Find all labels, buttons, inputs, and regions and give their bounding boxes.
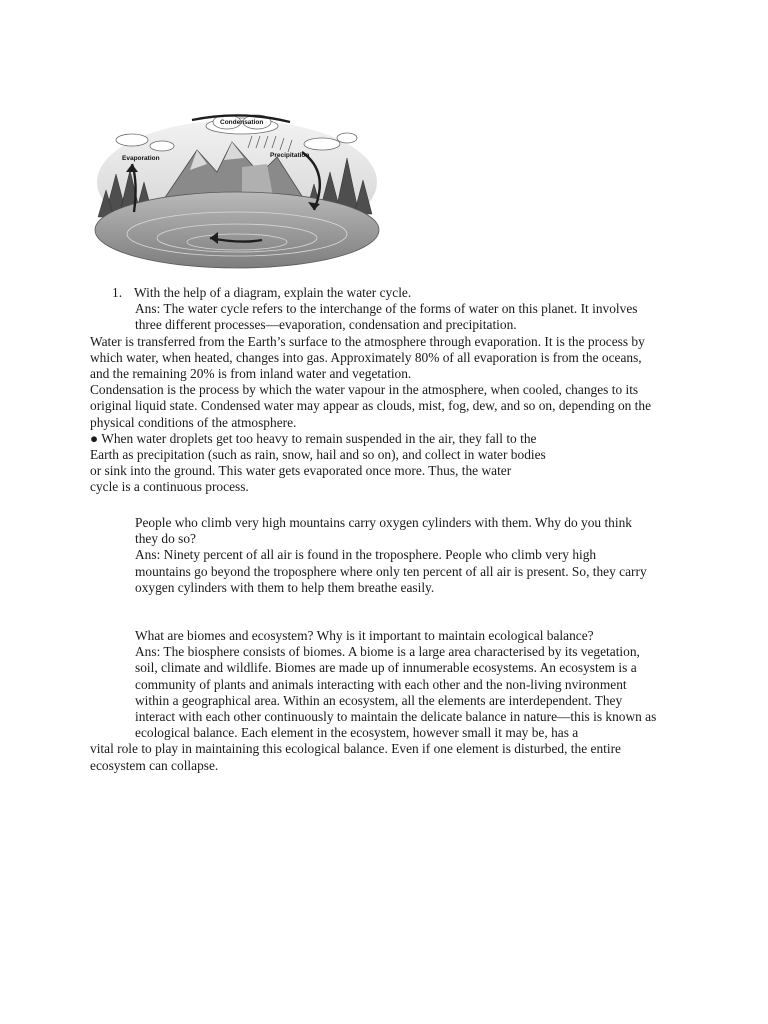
question-1-line — [90, 285, 680, 301]
body-line: and the remaining 20% is from inland water and vegetation. — [90, 366, 412, 382]
question-3-line: What are biomes and ecosystem? Why is it important to maintain ecological balance? — [135, 628, 594, 643]
answer-line: vital role to play in maintaining this ecological balance. Even if one element is disturbed, the entire — [90, 741, 621, 757]
answer-line: ecosystem can collapse. — [90, 757, 219, 773]
answer-line: within a geographical area. Within an ecosystem, all the elements are interdependent. They — [135, 692, 623, 708]
question-2-block — [90, 515, 680, 596]
water-cycle-diagram — [92, 112, 382, 270]
body-line: Condensation is the process by which the water vapour in the atmosphere, when cooled, changes to its — [90, 382, 639, 398]
answer-line: Ans: The water cycle refers to the interchange of the forms of water on this planet. It involves — [135, 301, 638, 317]
question-number: 1. — [112, 285, 123, 300]
water-cycle-illustration — [92, 112, 382, 270]
body-line: or sink into the ground. This water gets evaporated once more. Thus, the water — [90, 463, 512, 479]
answer-line: three different processes—evaporation, condensation and precipitation. — [135, 317, 517, 333]
body-line: original liquid state. Condensed water may appear as clouds, mist, fog, dew, and so on, depending on the — [90, 398, 652, 414]
diagram-label-precipitation: Precipitation — [270, 152, 310, 159]
question-2-line: they do so? — [135, 531, 196, 547]
answer-line: Ans: Ninety percent of all air is found in the troposphere. People who climb very high — [135, 547, 597, 563]
body-line: Water is transferred from the Earth’s surface to the atmosphere through evaporation. It is the process by — [90, 333, 645, 349]
body-line: which water, when heated, changes into gas. Approximately 80% of all evaporation is from the oceans, — [90, 349, 642, 365]
body-line: Earth as precipitation (such as rain, snow, hail and so on), and collect in water bodies — [90, 447, 546, 463]
diagram-label-evaporation: Evaporation — [122, 155, 160, 162]
question-1-block — [90, 285, 680, 496]
question-1-text: With the help of a diagram, explain the water cycle. — [134, 285, 412, 300]
answer-line: community of plants and animals interacting with each other and the non-living nvironment — [135, 676, 627, 692]
question-3-block — [90, 628, 680, 774]
answer-line: Ans: The biosphere consists of biomes. A biome is a large area characterised by its vegetation, — [135, 644, 640, 660]
answer-line: oxygen cylinders with them to help them breathe easily. — [135, 579, 435, 595]
diagram-label-condensation: Condensation — [220, 119, 264, 126]
answer-line: mountains go beyond the troposphere where only ten percent of all air is present. So, they carry — [135, 563, 647, 579]
body-line: ● When water droplets get too heavy to remain suspended in the air, they fall to the — [90, 430, 537, 446]
answer-line: ecological balance. Each element in the ecosystem, however small it may be, has a — [135, 725, 579, 741]
answer-line: soil, climate and wildlife. Biomes are made up of innumerable ecosystems. An ecosystem is a — [135, 660, 637, 676]
question-2-line: People who climb very high mountains carry oxygen cylinders with them. Why do you think — [135, 515, 632, 530]
body-line: physical conditions of the atmosphere. — [90, 414, 297, 430]
body-line: cycle is a continuous process. — [90, 479, 249, 495]
answer-line: interact with each other continuously to maintain the delicate balance in nature—this is known as — [135, 709, 657, 725]
